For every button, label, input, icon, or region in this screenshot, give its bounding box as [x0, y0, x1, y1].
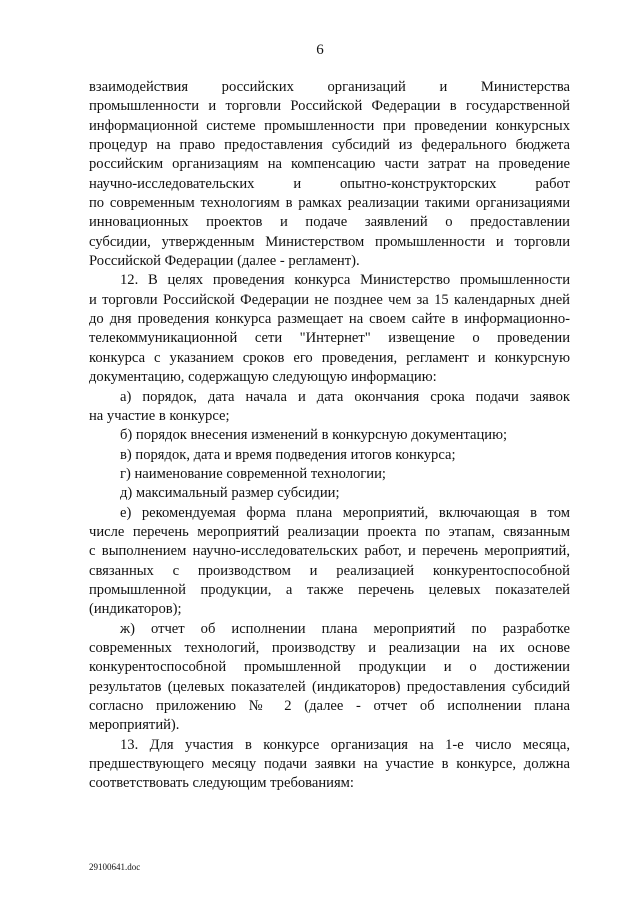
text-line: е) рекомендуемая форма плана мероприятий, включающая в том [120, 504, 570, 521]
text-line: д) максимальный размер субсидии; [120, 485, 340, 502]
text-line: а) порядок, дата начала и дата окончания срока подачи заявок [120, 388, 570, 405]
text-line: взаимодействия российских организаций и Министерства [89, 79, 570, 95]
document-body [89, 78, 570, 794]
text-line: б) порядок внесения изменений в конкурсную документацию; [120, 427, 508, 444]
text-line: и торговли Российской Федерации не позднее чем за 15 календарных дней [89, 291, 570, 308]
text-line: ж) отчет об исполнении плана мероприятий по разработке [120, 620, 570, 637]
text-line: 12. В целях проведения конкурса Министерство промышленности [120, 272, 570, 289]
text-line: российским организациям на компенсацию части затрат на проведение [89, 156, 570, 173]
text-line: (индикаторов); [89, 601, 182, 618]
text-line: 13. Для участия в конкурсе организация на 1-е число месяца, [120, 736, 570, 753]
text-line: промышленности и торговли Российской Федерации в государственной [89, 98, 570, 115]
text-line: промышленной продукции, а также перечень целевых показателей [89, 581, 570, 598]
text-line: мероприятий). [89, 717, 180, 734]
text-line: в) порядок, дата и время подведения итогов конкурса; [120, 446, 456, 463]
text-line: до дня проведения конкурса размещает на своем сайте в информационно- [89, 311, 570, 328]
text-line: современных технологий, производству и реализации на их основе [89, 639, 570, 656]
text-line: телекоммуникационной сети "Интернет" извещение о проведении [89, 330, 570, 347]
text-line: по современным технологиям в рамках реализации такими организациями [89, 195, 570, 212]
text-line: предшествующего месяцу подачи заявки на участие в конкурсе, должна [89, 756, 570, 773]
text-line: процедур на право предоставления субсидий из федерального бюджета [89, 137, 570, 154]
text-line: конкурса с указанием сроков его проведения, регламент и конкурсную [89, 349, 570, 366]
text-line: соответствовать следующим требованиям: [89, 775, 354, 792]
text-line: документацию, содержащую следующую информацию: [89, 369, 437, 386]
text-line: субсидии, утвержденным Министерством промышленности и торговли [89, 233, 570, 250]
text-line: согласно приложению № 2 (далее - отчет об исполнении плана [89, 698, 570, 714]
text-line: конкурентоспособной промышленной продукции и о достижении [89, 659, 570, 676]
text-line: результатов (целевых показателей (индикаторов) предоставления субсидий [89, 678, 570, 695]
text-line: связанных с производством и реализацией конкурентоспособной [89, 562, 570, 579]
footer-filename: 29100641.doc [89, 862, 141, 872]
text-line: с выполнением научно-исследовательских работ, и перечень мероприятий, [89, 543, 570, 560]
text-line: информационной системе промышленности при проведении конкурсных [89, 117, 570, 134]
text-line: на участие в конкурсе; [89, 407, 230, 424]
page-number: 6 [316, 42, 324, 58]
text-line: научно-исследовательских и опытно-конструкторских работ [89, 175, 570, 192]
text-line: г) наименование современной технологии; [120, 465, 386, 482]
text-line: инновационных проектов и подаче заявлений о предоставлении [89, 214, 570, 231]
text-line: числе перечень мероприятий реализации проекта по этапам, связанным [89, 523, 570, 540]
text-line: Российской Федерации (далее - регламент). [89, 253, 360, 270]
